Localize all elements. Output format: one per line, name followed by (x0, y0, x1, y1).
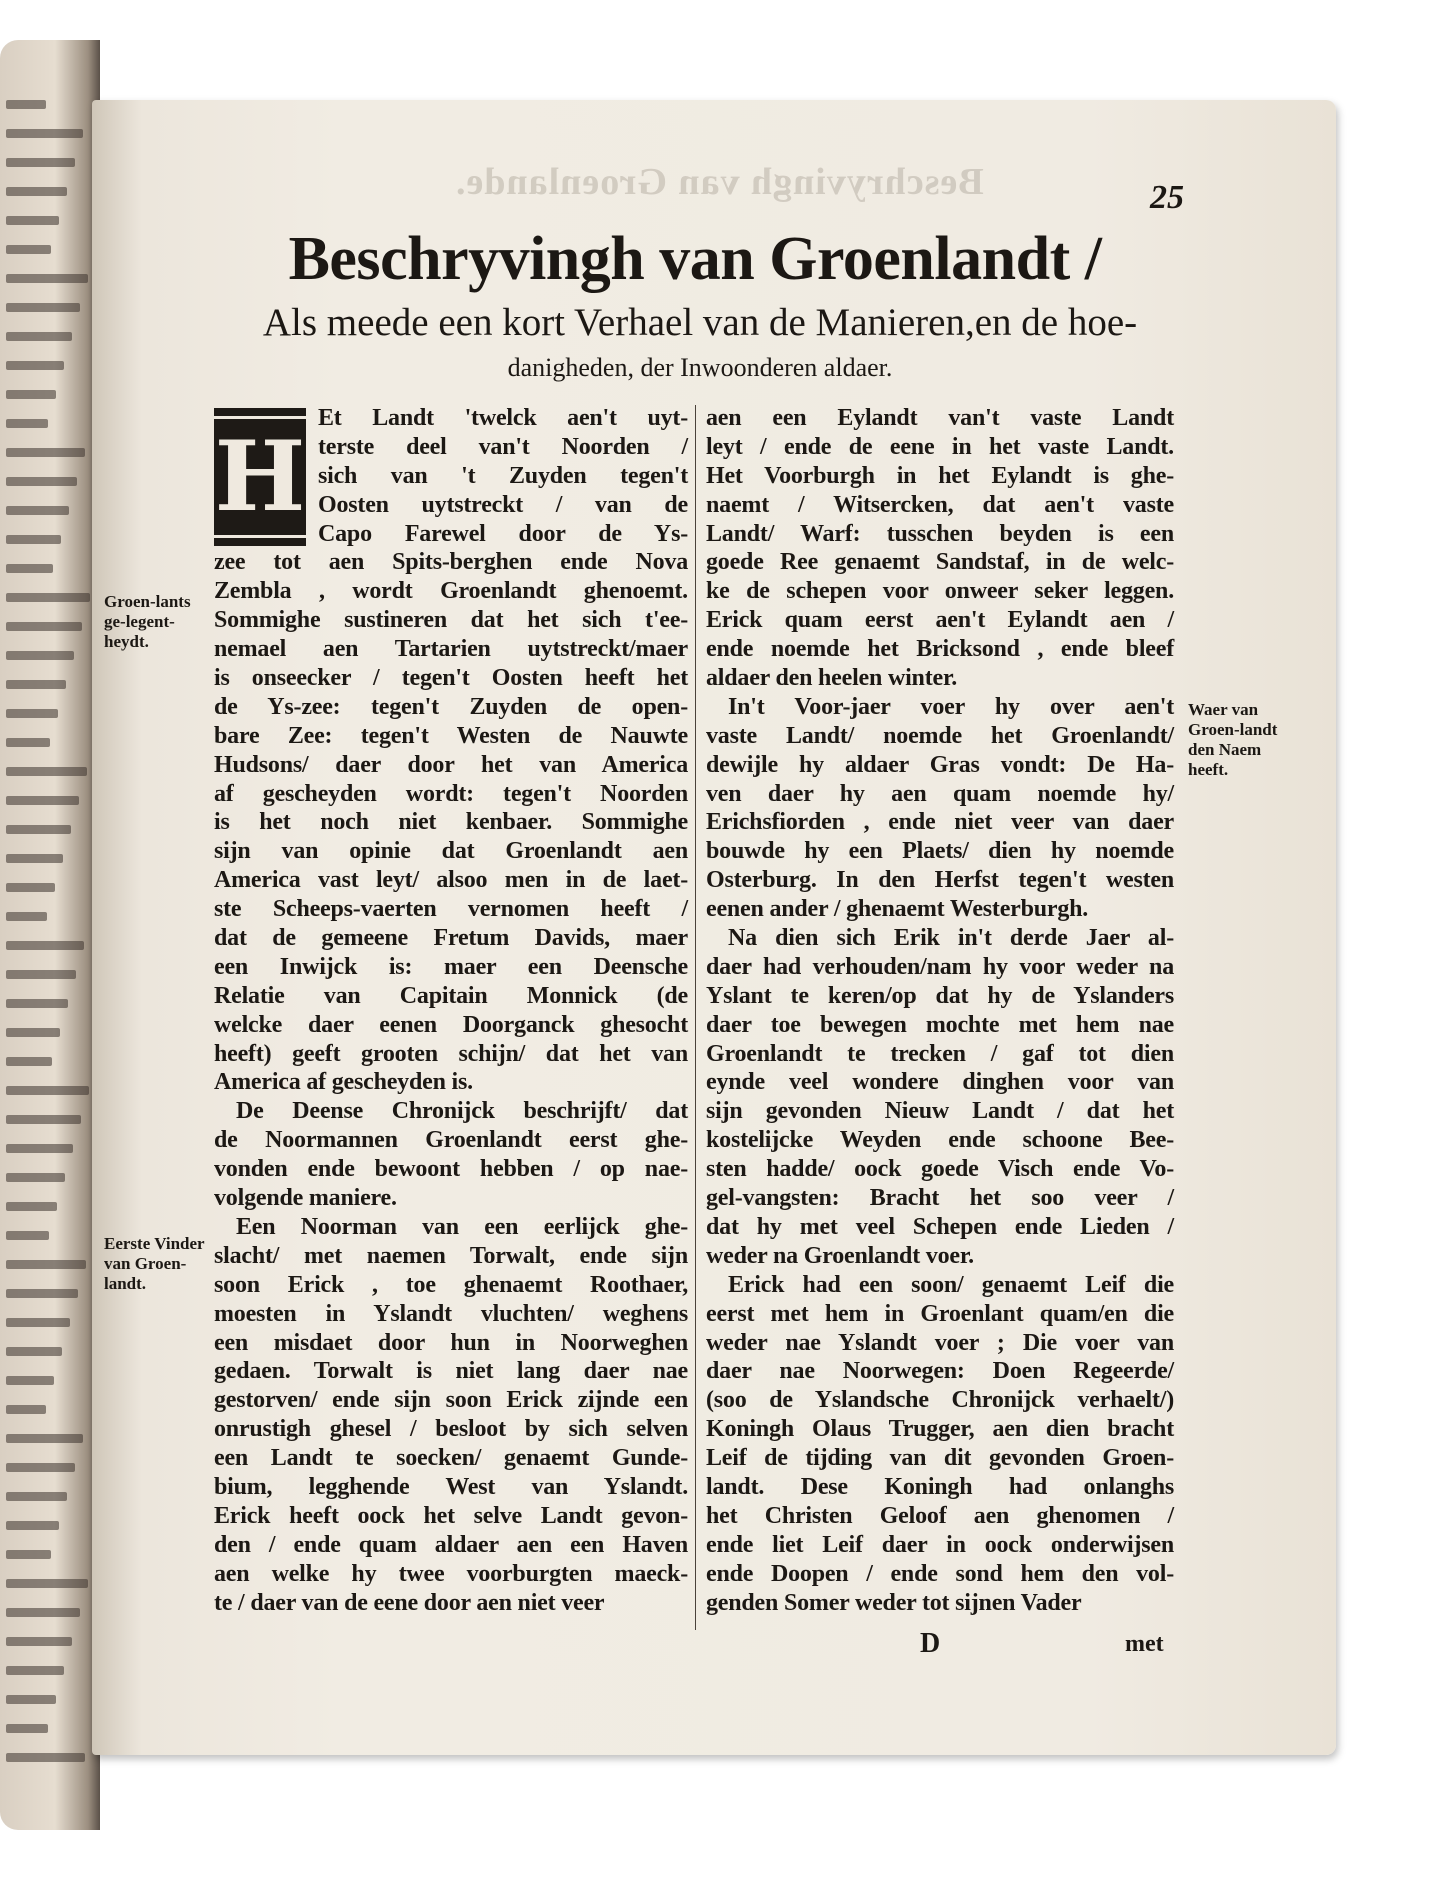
text-line: naemt / Witsercken, dat aen't vaste (706, 491, 1174, 518)
facing-page-text-fragment (6, 158, 75, 167)
right-text-column (706, 404, 1174, 1617)
facing-page-text-fragment (6, 1405, 46, 1414)
facing-page-text-fragment (6, 999, 68, 1008)
text-line: America af gescheyden is. (214, 1069, 473, 1096)
text-line: kostelijcke Weyden ende schoone Bee- (706, 1127, 1174, 1154)
text-line: Zembla , wordt Groenlandt ghenoemt. (214, 578, 688, 605)
facing-page-text-fragment (6, 593, 90, 602)
text-line: America vast leyt/ alsoo men in de laet- (214, 867, 688, 894)
text-line: Et Landt 'twelck aen't uyt- (318, 405, 688, 431)
text-line: sijn van opinie dat Groenlandt aen (214, 838, 688, 865)
text-line: Koningh Olaus Trugger, aen dien bracht (706, 1416, 1174, 1443)
text-line: nemael aen Tartarien uytstreckt/maer (214, 636, 688, 663)
facing-page-text-fragment (6, 941, 84, 950)
text-line: dat de gemeene Fretum Davids, maer (214, 925, 688, 952)
text-line: Erichsfiorden , ende niet veer van daer (706, 809, 1174, 836)
facing-page-text-fragment (6, 1521, 59, 1530)
text-line: genden Somer weder tot sijnen Vader (706, 1589, 1082, 1616)
text-line: moesten in Yslandt vluchten/ weghens (214, 1300, 688, 1327)
facing-page-text-fragment (6, 1695, 56, 1704)
text-line: de Noormannen Groenlandt eerst ghe- (214, 1127, 688, 1154)
signature-mark: D (920, 1628, 941, 1659)
facing-page-text-fragment (6, 187, 67, 196)
margin-note-waer-van-naem: Waer van Groen-landt den Naem heeft. (1188, 700, 1278, 779)
text-line: een misdaet door hun in Noorweghen (214, 1329, 688, 1356)
text-line: bare Zee: tegen't Westen de Nauwte (214, 722, 688, 749)
facing-page-text-fragment (6, 1666, 64, 1675)
facing-page-text-fragment (6, 1347, 62, 1356)
text-line: volgende maniere. (214, 1185, 397, 1212)
facing-page-text-fragment (6, 535, 61, 544)
page-title: Beschryvingh van Groenlandt / (288, 225, 1102, 293)
text-line: Een Noorman van een eerlijck ghe- (236, 1213, 688, 1240)
text-line: ste Scheeps-vaerten vernomen heeft / (214, 896, 688, 923)
subtitle-line-2: danigheden, der Inwoonderen aldaer. (507, 353, 893, 382)
text-line: aldaer den heelen winter. (706, 665, 957, 692)
text-line: zee tot aen Spits-berghen ende Nova (214, 549, 688, 576)
text-line: sich van 't Zuyden tegen't (318, 462, 688, 489)
text-line: is het noch niet kenbaer. Sommighe (214, 809, 688, 836)
facing-page-text-fragment (6, 332, 72, 341)
text-line: Leif de tijding van dit gevonden Groen- (706, 1445, 1174, 1472)
facing-page-text-fragment (6, 1115, 81, 1124)
facing-page-text-fragment (6, 477, 77, 486)
text-line: dewijle hy aldaer Gras vondt: De Ha- (706, 751, 1174, 778)
facing-page-text-fragment (6, 216, 59, 225)
text-line: In't Voor-jaer voer hy over aen't (728, 693, 1174, 720)
facing-page-text-fragment (6, 1608, 80, 1617)
text-line: eenen ander / ghenaemt Westerburgh. (706, 896, 1089, 923)
text-line: leyt / ende de eene in het vaste Landt. (706, 433, 1174, 460)
text-line: een Landt te soecken/ genaemt Gunde- (214, 1445, 688, 1472)
text-line: weder na Groenlandt voer. (706, 1242, 974, 1269)
facing-page-text-fragment (6, 1173, 65, 1182)
facing-page-text-fragment (6, 1753, 85, 1762)
facing-page-text-fragment (6, 448, 85, 457)
facing-page-text-fragment (6, 709, 58, 718)
text-line: sijn gevonden Nieuw Landt / dat het (706, 1098, 1174, 1125)
facing-page-text-fragment (6, 303, 80, 312)
facing-page-text-fragment (6, 129, 83, 138)
facing-page-text-fragment (6, 1231, 49, 1240)
facing-page-text-fragment (6, 912, 47, 921)
facing-page-text-fragment (6, 245, 51, 254)
facing-page-text-fragment (6, 1318, 70, 1327)
text-line: Groenlandt te trecken / gaf tot dien (706, 1040, 1174, 1067)
text-line: daer toe bewegen mochte met hem nae (706, 1011, 1174, 1038)
text-line: De Deense Chronijck beschrijft/ dat (236, 1098, 688, 1125)
text-line: Oosten uytstreckt / van de (318, 491, 688, 518)
text-line: Landt/ Warf: tusschen beyden is een (706, 520, 1174, 547)
drop-cap-letter: H (214, 416, 306, 538)
facing-page-text-fragment (6, 1492, 67, 1501)
facing-page-text-fragment (6, 651, 74, 660)
facing-page-text-fragment (6, 274, 88, 283)
text-line: (soo de Yslandsche Chronijck verhaelt/) (706, 1387, 1174, 1414)
text-line: een Inwijck is: maer een Deensche (214, 953, 688, 980)
text-line: gestorven/ ende sijn soon Erick zijnde een (214, 1387, 688, 1414)
facing-page-text-fragment (6, 1434, 83, 1443)
text-line: ende liet Leif daer in oock onderwijsen (706, 1531, 1174, 1558)
text-line: Yslant te keren/op dat hy de Yslanders (706, 982, 1174, 1009)
text-line: Erick heeft oock het selve Landt gevon- (214, 1502, 688, 1529)
text-line: de Ys-zee: tegen't Zuyden de open- (214, 693, 688, 720)
text-line: terste deel van't Noorden / (318, 433, 688, 460)
facing-page-text-fragment (6, 1057, 52, 1066)
text-line: ende Doopen / ende sond hem den vol- (706, 1560, 1174, 1587)
text-line: Relatie van Capitain Monnick (de (214, 982, 688, 1009)
facing-page-text-fragment (6, 796, 79, 805)
text-line: vonden ende bewoont hebben / op nae- (214, 1156, 688, 1183)
text-line: het Christen Geloof aen ghenomen / (706, 1502, 1174, 1529)
facing-page-text-fragment (6, 883, 55, 892)
text-line: ven daer hy aen quam noemde hy/ (706, 780, 1174, 807)
facing-page-text-fragment (6, 1260, 86, 1269)
text-line: aen een Eylandt van't vaste Landt (706, 405, 1174, 431)
facing-page-text-fragment (6, 970, 76, 979)
text-line: onrustigh ghesel / besloot by sich selven (214, 1416, 688, 1443)
facing-page-text-fragment (6, 854, 63, 863)
facing-page-text-fragment (6, 1376, 54, 1385)
facing-page-text-fragment (6, 361, 64, 370)
text-line: Capo Farewel door de Ys- (318, 520, 688, 547)
text-line: vaste Landt/ noemde het Groenlandt/ (706, 722, 1174, 749)
facing-page-text-fragment (6, 680, 66, 689)
catchword: met (1125, 1631, 1164, 1657)
text-line: eerst met hem in Groenlant quam/en die (706, 1300, 1174, 1327)
facing-page-text-fragment (6, 1086, 89, 1095)
facing-page-text-fragment (6, 1144, 73, 1153)
facing-page-text-fragment (6, 419, 48, 428)
text-line: slacht/ met naemen Torwalt, ende sijn (214, 1242, 688, 1269)
facing-page-text-fragment (6, 390, 56, 399)
margin-note-groenlants-gelegentheydt: Groen-lants ge-legent-heydt. (104, 592, 191, 651)
facing-page-text-fragment (6, 506, 69, 515)
text-line: af gescheyden wordt: tegen't Noorden (214, 780, 688, 807)
facing-page-text-fragment (6, 1028, 60, 1037)
text-line: Na dien sich Erik in't derde Jaer al- (728, 925, 1174, 952)
text-line: gel-vangsten: Bracht het soo veer / (706, 1185, 1174, 1212)
show-through-header: Beschryvingh van Groenlande. (455, 161, 984, 203)
text-line: Erick had een soon/ genaemt Leif die (728, 1271, 1174, 1298)
facing-page-text-fragment (6, 1637, 72, 1646)
subtitle-line-1: Als meede een kort Verhael van de Manieren,en de hoe- (262, 301, 1138, 344)
facing-page-text-fragment (6, 738, 50, 747)
text-line: bium, legghende West van Yslandt. (214, 1473, 688, 1500)
column-divider (695, 405, 696, 1630)
facing-page-text-fragment (6, 1463, 75, 1472)
text-line: daer nae Noorwegen: Doen Regeerde/ (706, 1358, 1174, 1385)
facing-page-text-fragment (6, 100, 46, 109)
text-line: is onseecker / tegen't Oosten heeft het (214, 665, 688, 692)
facing-page-text-fragment (6, 1202, 57, 1211)
text-line: goede Ree genaemt Sandstaf, in de welc- (706, 549, 1174, 576)
text-line: gedaen. Torwalt is niet lang daer nae (214, 1358, 688, 1385)
text-line: aen welke hy twee voorburgten maeck- (214, 1560, 688, 1587)
text-line: eynde veel wondere dinghen voor van (706, 1069, 1174, 1096)
margin-note-eerste-vinder: Eerste Vinder van Groen-landt. (104, 1234, 205, 1293)
facing-page-text-fragment (6, 1289, 78, 1298)
text-line: daer had verhouden/nam hy voor weder na (706, 953, 1174, 980)
facing-page-text-fragment (6, 1579, 88, 1588)
facing-left-page-edge (0, 40, 100, 1830)
facing-page-text-fragment (6, 1550, 51, 1559)
left-text-column (214, 404, 688, 1617)
facing-page-text-fragment (6, 825, 71, 834)
facing-page-text-fragment (6, 622, 82, 631)
page-number: 25 (1150, 179, 1184, 216)
text-line: den / ende quam aldaer aen een Haven (214, 1531, 688, 1558)
text-line: heeft) geeft grooten schijn/ dat het van (214, 1040, 688, 1067)
text-line: bouwde hy een Plaets/ dien hy noemde (706, 838, 1174, 865)
facing-page-text-fragment (6, 1724, 48, 1733)
text-line: sten hadde/ oock goede Visch ende Vo- (706, 1156, 1174, 1183)
text-line: dat hy met veel Schepen ende Lieden / (706, 1213, 1174, 1240)
text-line: Hudsons/ daer door het van America (214, 751, 688, 778)
text-line: landt. Dese Koningh had onlanghs (706, 1473, 1174, 1500)
text-line: welcke daer eenen Doorganck ghesocht (214, 1011, 688, 1038)
text-line: soon Erick , toe ghenaemt Roothaer, (214, 1271, 688, 1298)
text-line: te / daer van de eene door aen niet veer (214, 1589, 605, 1616)
text-line: weder nae Yslandt voer ; Die voer van (706, 1329, 1174, 1356)
facing-page-text-fragment (6, 564, 53, 573)
text-line: Het Voorburgh in het Eylandt is ghe- (706, 462, 1174, 489)
text-line: Osterburg. In den Herfst tegen't westen (706, 867, 1174, 894)
facing-page-text-fragment (6, 767, 87, 776)
text-line: ende noemde het Bricksond , ende bleef (706, 636, 1174, 663)
text-line: Sommighe sustineren dat het sich t'ee- (214, 607, 688, 634)
text-line: ke de schepen voor onweer seker leggen. (706, 578, 1174, 605)
text-line: Erick quam eerst aen't Eylandt aen / (706, 607, 1174, 634)
